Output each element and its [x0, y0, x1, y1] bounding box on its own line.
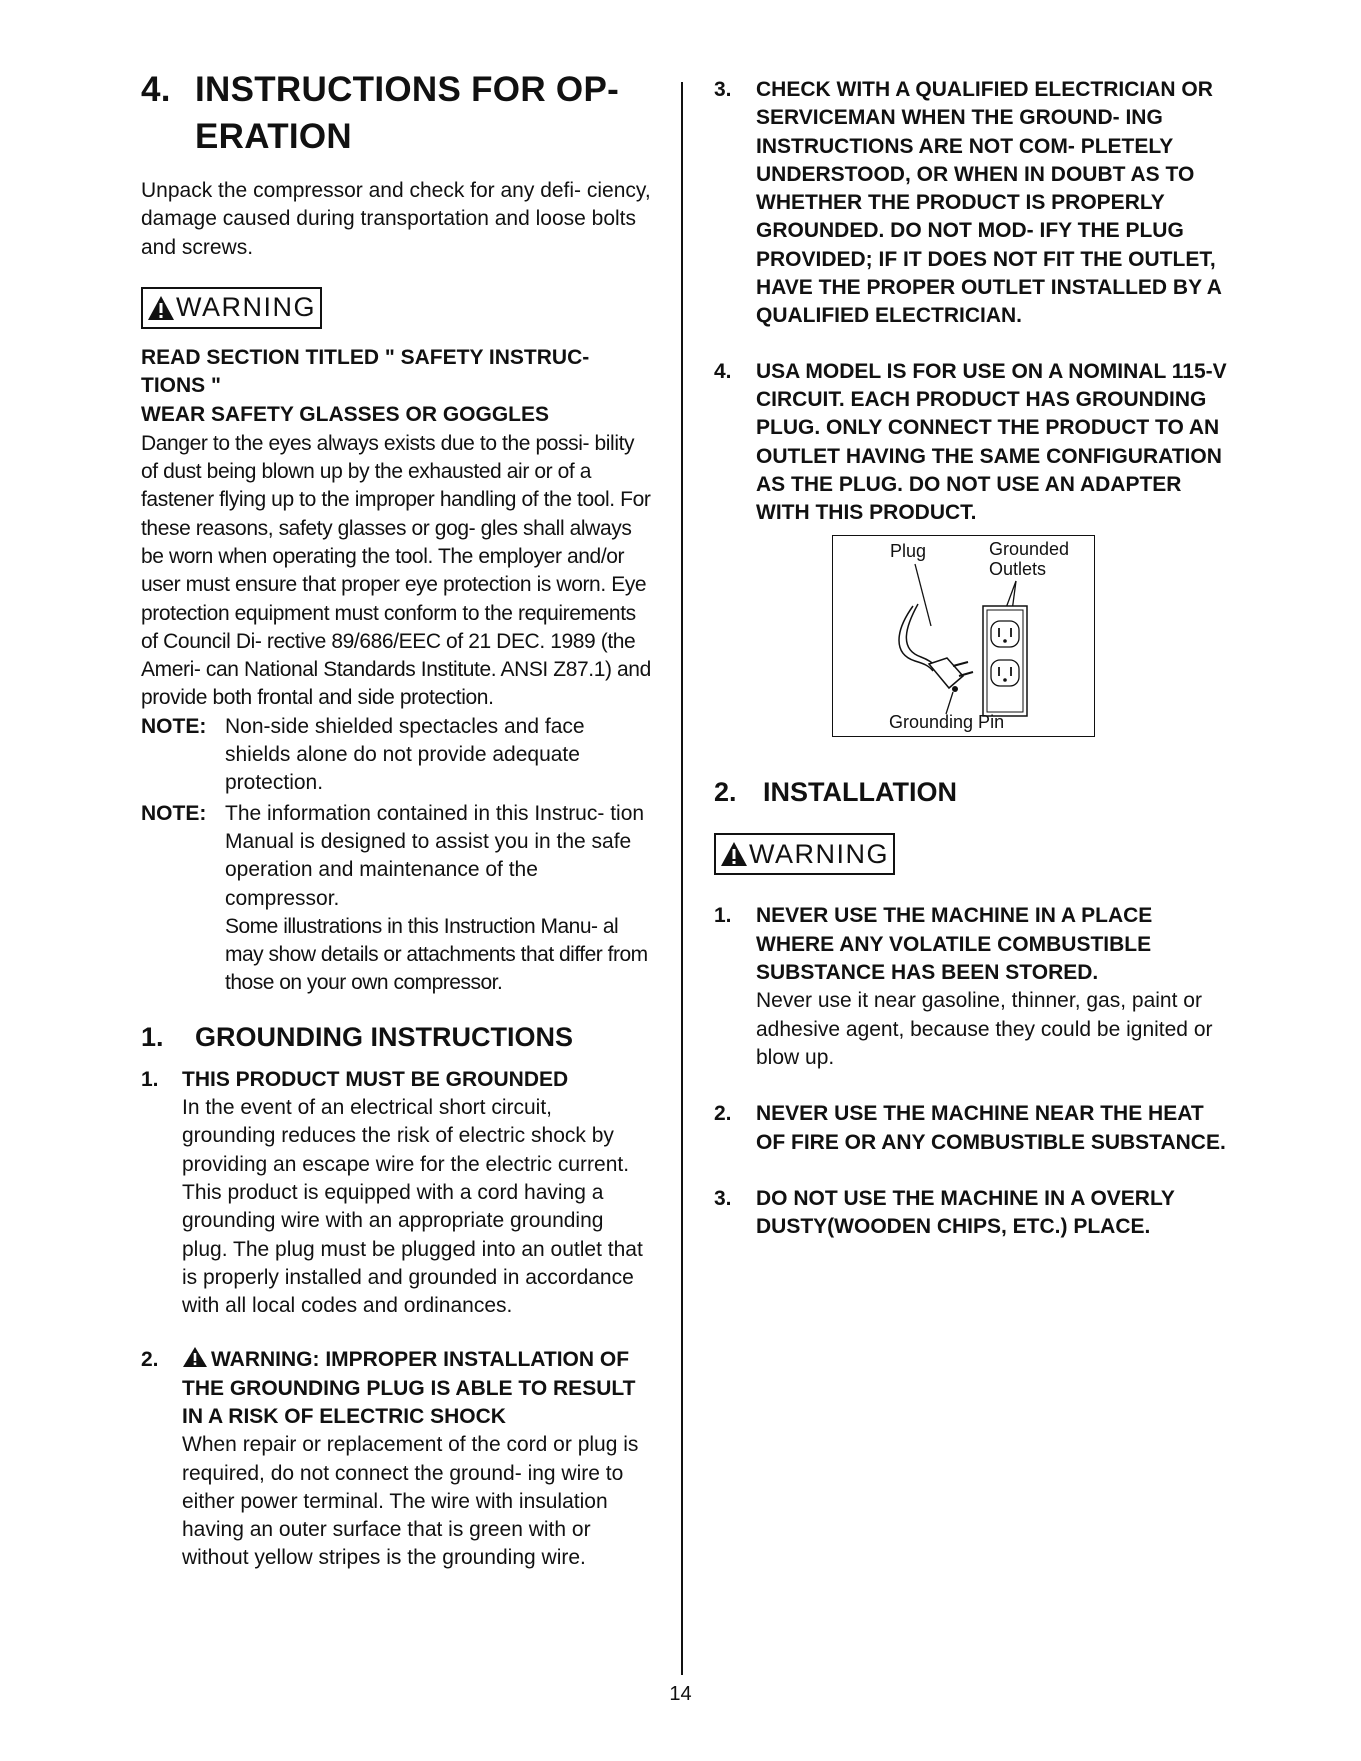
- warning-triangle-icon: [182, 1346, 208, 1368]
- section-title-line1: INSTRUCTIONS FOR OP-: [195, 70, 620, 109]
- section-title-line2: ERATION: [195, 117, 353, 156]
- warning-triangle-icon: [147, 295, 175, 321]
- grounded-outlets-label-1: Grounded: [989, 539, 1070, 560]
- warning-label: WARNING: [749, 838, 889, 869]
- intro-paragraph: Unpack the compressor and check for any defi- ciency, damage caused during transportation and loose bolts and screws.: [141, 179, 651, 259]
- note-2: [141, 800, 651, 998]
- item-text: USA MODEL IS FOR USE ON A NOMINAL 115-V CIRCUIT. EACH PRODUCT HAS GROUNDING PLUG. ONLY CONNECT THE PRODUCT TO AN OUTLET HAVING THE SAME CONFIGURATION AS THE PLUG. DO NOT USE AN ADAPTER WITH THIS PRODUCT.: [756, 359, 1227, 525]
- warning-label: WARNING: [176, 292, 316, 323]
- section-title-operation: [141, 66, 651, 160]
- grounding-item-2: [141, 1346, 651, 1572]
- section-number: 4.: [141, 70, 171, 109]
- item-number: 1.: [141, 1067, 159, 1091]
- note-1: [141, 713, 651, 798]
- item-heading: NEVER USE THE MACHINE IN A PLACE WHERE ANY VOLATILE COMBUSTIBLE SUBSTANCE HAS BEEN STORED.: [756, 904, 1153, 985]
- read-section-heading: READ SECTION TITLED " SAFETY INSTRUC- TIONS ": [141, 345, 590, 398]
- wear-glasses-heading: WEAR SAFETY GLASSES OR GOGGLES: [141, 403, 549, 427]
- note-label: NOTE:: [141, 714, 207, 738]
- installation-number: 2.: [714, 777, 737, 808]
- installation-heading: [714, 775, 1234, 809]
- grounding-number: 1.: [141, 1021, 164, 1052]
- item-number: 1.: [714, 904, 732, 928]
- plug-label: Plug: [890, 541, 927, 562]
- installation-item-1: [714, 902, 1234, 1072]
- warning-triangle-icon: [720, 841, 748, 867]
- grounding-item-3: [714, 76, 1234, 331]
- plug-outlet-illustration: [833, 536, 1094, 736]
- item-number: 4.: [714, 359, 732, 383]
- right-column: [714, 76, 1234, 1241]
- item-number: 2.: [714, 1102, 732, 1126]
- item-text: In the event of an electrical short circuit, grounding reduces the risk of electric shock by providing an escape wire for the electric current. This product is equipped with a cord having a grounding wire with an appropriate grounding plug. The plug must be plugged into an outlet that is properly installed and grounded in accordance with all local codes and ordinances.: [182, 1096, 643, 1318]
- item-text: CHECK WITH A QUALIFIED ELECTRICIAN OR SERVICEMAN WHEN THE GROUND- ING INSTRUCTIONS ARE NOT COM- PLETELY UNDERSTOOD, OR WHEN IN DOUBT AS TO WHETHER THE PRODUCT IS PROPERLY GROUNDED. DO NOT MOD- IFY THE PLUG PROVIDED; IF IT DOES NOT FIT THE OUTLET, HAVE THE PROPER OUTLET INSTALLED BY A QUALIFIED ELECTRICIAN.: [756, 78, 1222, 328]
- installation-item-2: [714, 1100, 1234, 1157]
- item-text: When repair or replacement of the cord or plug is required, do not connect the ground- ing wire to either power terminal. The wire with insulation having an outer surface that is green with or without yellow stripes is the grounding wire.: [182, 1433, 639, 1570]
- grounded-outlets-label-2: Outlets: [989, 559, 1047, 580]
- left-column: [141, 66, 651, 1573]
- item-heading: WARNING: IMPROPER INSTALLATION OF THE GROUNDING PLUG IS ABLE TO RESULT IN A RISK OF ELECTRIC SHOCK: [182, 1348, 636, 1428]
- item-number: 3.: [714, 78, 732, 101]
- plug-outlet-figure: [832, 535, 1095, 737]
- grounding-item-1: [141, 1066, 651, 1321]
- column-divider: [681, 82, 683, 1675]
- danger-paragraph: Danger to the eyes always exists due to the possi- bility of dust being blown up by the exhausted air or of a fastener flying up to the improper handling of the tool. For these reasons, safety glasses or gog- gles shall always be worn when operating the tool. The employer and/or user must ensure that proper eye protection is worn. Eye protection equipment must conform to the requirements of Council Di- rective 89/686/EEC of 21 DEC. 1989 (the Ameri- can National Standards Institute. ANSI Z87.1) and provide both frontal and side protection.: [141, 431, 651, 710]
- item-number: 3.: [714, 1186, 732, 1210]
- note-text: Non-side shielded spectacles and face shields alone do not provide adequate protection.: [225, 714, 585, 795]
- grounding-item-4: [714, 358, 1234, 528]
- warning-badge: [714, 833, 1234, 875]
- note-text: The information contained in this Instruc- tion Manual is designed to assist you in the safe operation and maintenance of the compressor.: [225, 801, 645, 910]
- grounding-title: GROUNDING INSTRUCTIONS: [195, 1021, 573, 1052]
- grounding-pin-label: Grounding Pin: [889, 712, 1005, 733]
- grounding-heading: [141, 1020, 651, 1054]
- item-heading: NEVER USE THE MACHINE NEAR THE HEAT OF FIRE OR ANY COMBUSTIBLE SUBSTANCE.: [756, 1102, 1226, 1154]
- warning-badge: [141, 287, 651, 329]
- item-heading: DO NOT USE THE MACHINE IN A OVERLY DUSTY(WOODEN CHIPS, ETC.) PLACE.: [756, 1186, 1175, 1239]
- installation-item-3: [714, 1185, 1234, 1242]
- note-label: NOTE:: [141, 801, 207, 825]
- note-text-b: Some illustrations in this Instruction Manu- al may show details or attachments that differ from those on your own compressor.: [225, 914, 648, 995]
- item-number: 2.: [141, 1348, 159, 1372]
- item-text: Never use it near gasoline, thinner, gas, paint or adhesive agent, because they could be ignited or blow up.: [756, 989, 1213, 1069]
- page-number: 14: [669, 1683, 692, 1705]
- installation-title: INSTALLATION: [763, 777, 957, 808]
- item-heading: THIS PRODUCT MUST BE GROUNDED: [182, 1067, 569, 1091]
